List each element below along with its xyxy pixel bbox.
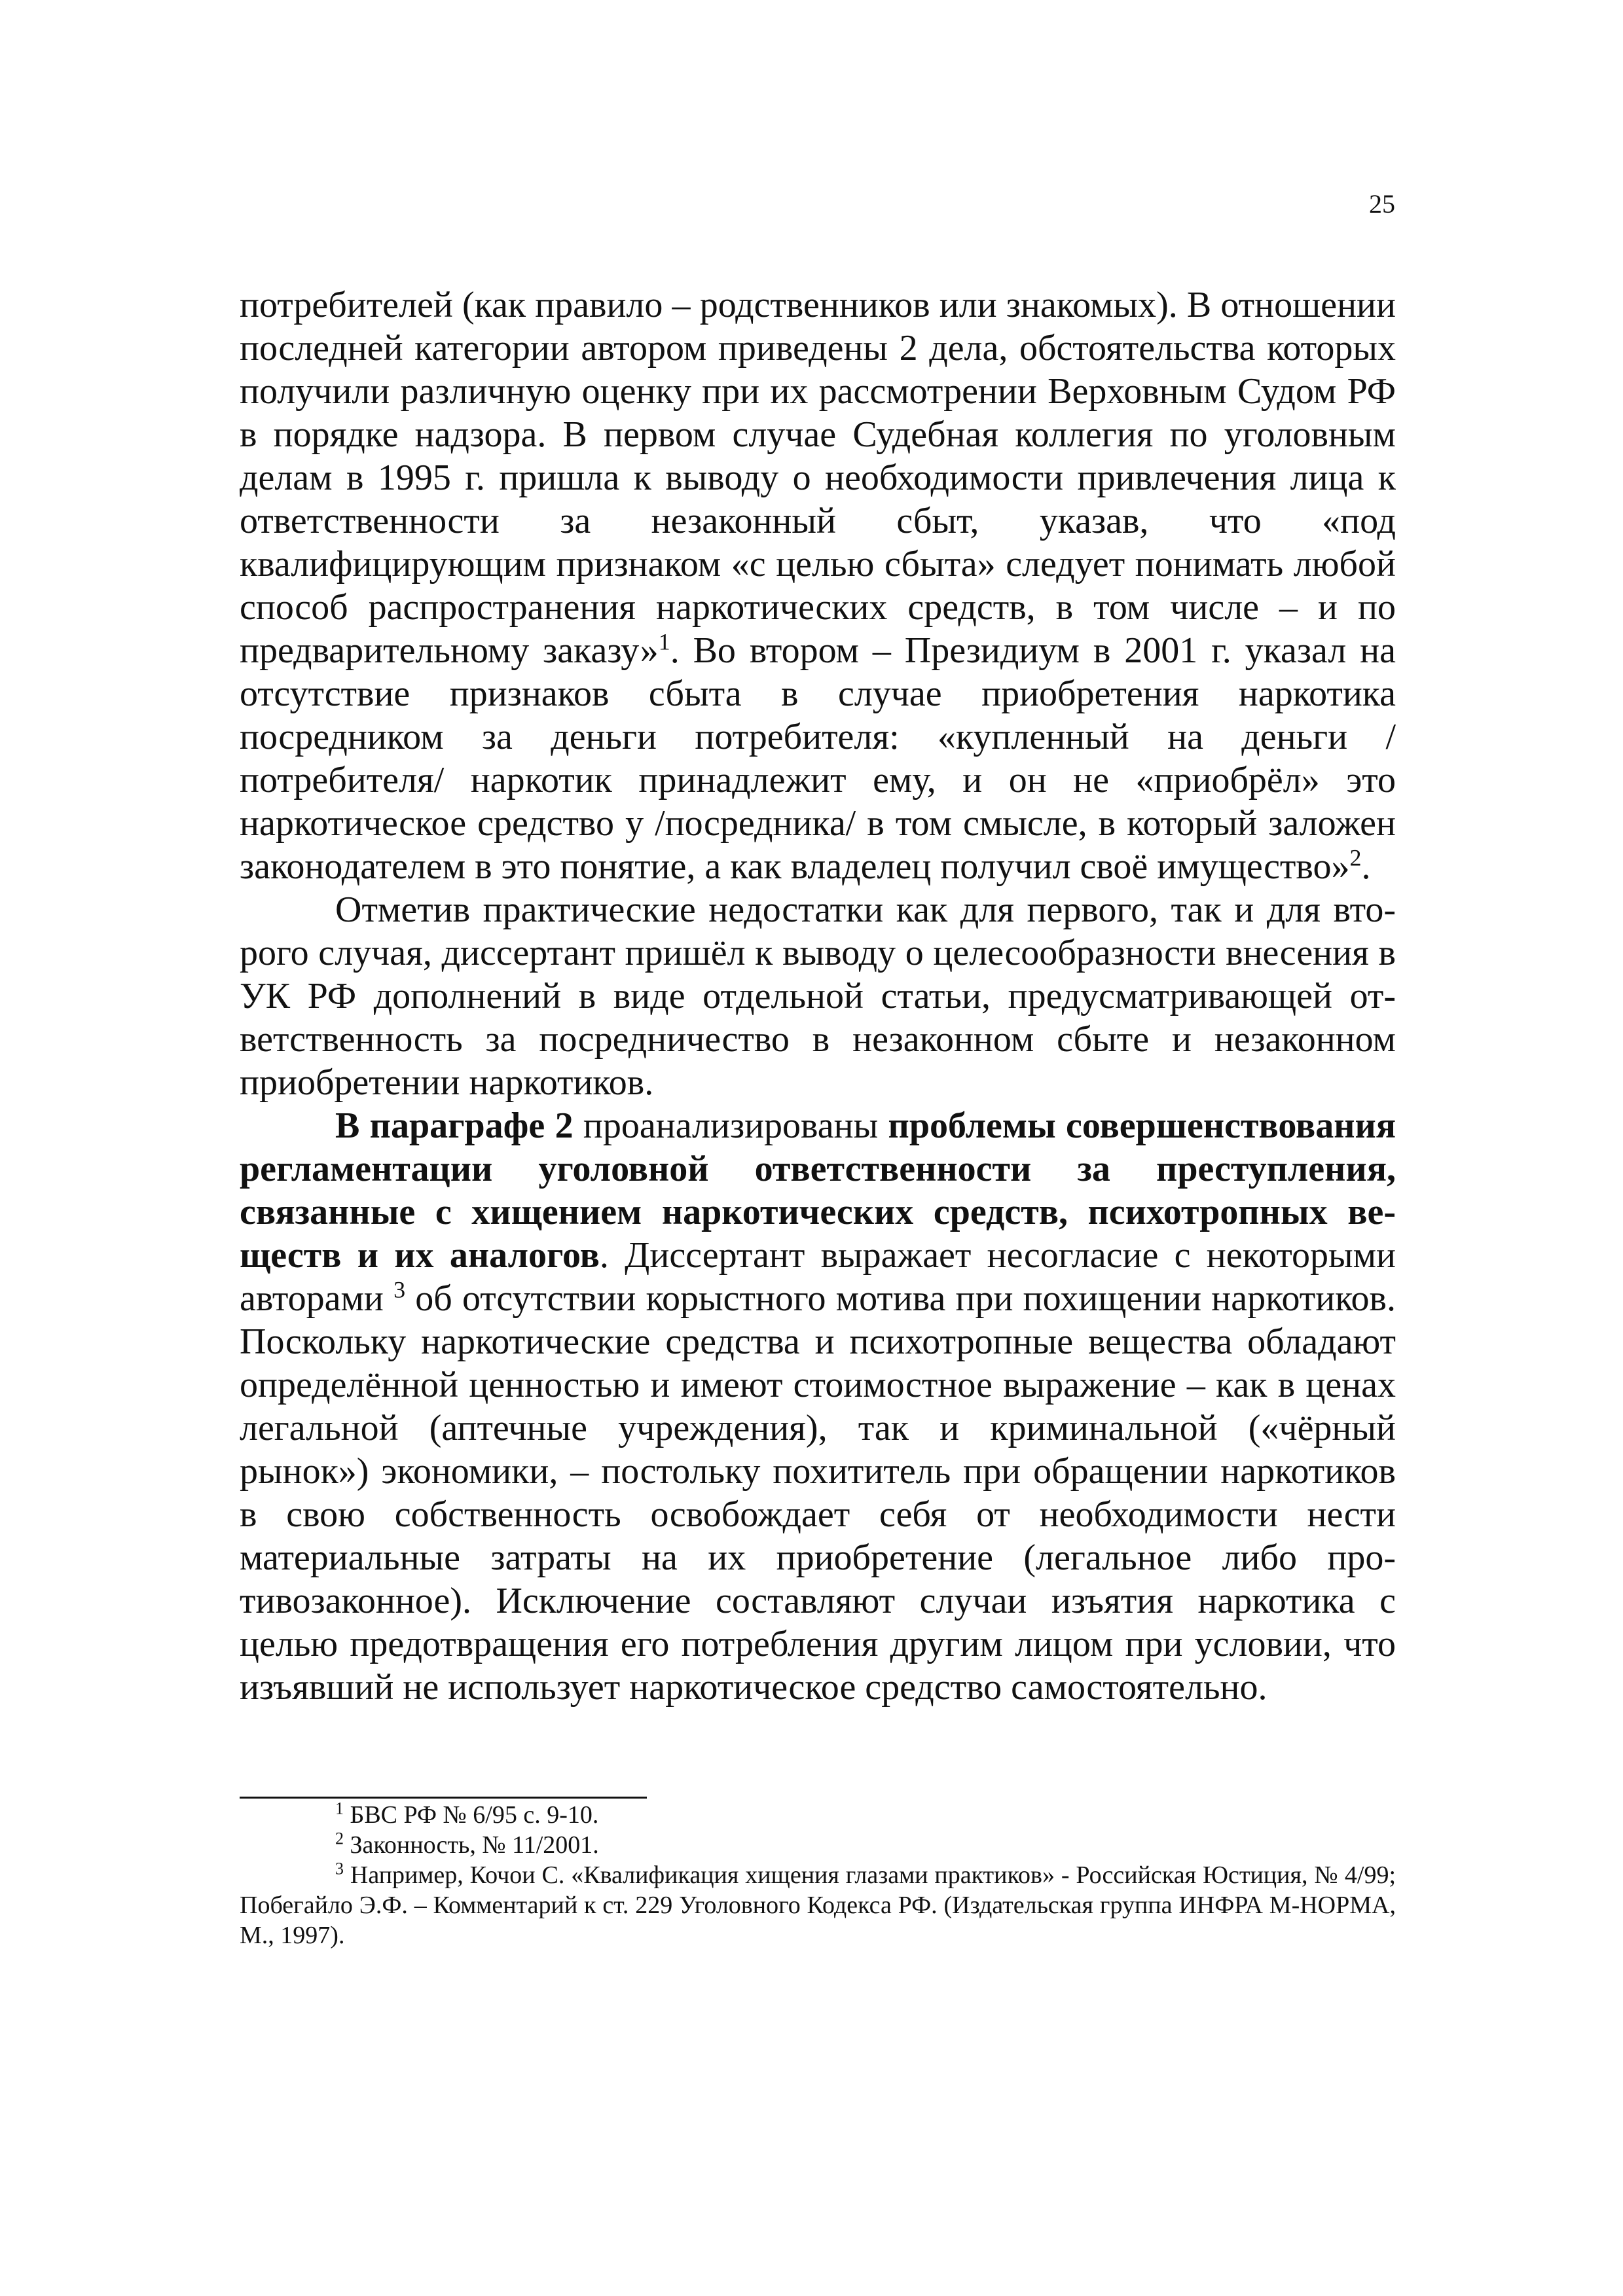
footnote-mark-2: 2 xyxy=(335,1829,344,1848)
footnote-2 xyxy=(240,1830,1396,1860)
footnote-divider xyxy=(240,1797,647,1799)
paragraph-3-bold-lead: В параграфе 2 xyxy=(335,1105,574,1146)
paragraph-1-text-a: потребителей (как правило – родственников или знакомых). В отношении последней категории автором приведены 2 дела, обстоятельства которых получили различную оценку при их рассмотрении Верховным Судом РФ в порядке надзора. В первом случае Судебная коллегия по уголовным делам в 1995 г. пришла к выводу о необходимости привлечения лица к ответственности за незаконный сбыт, указав, что «под квалифицирующим признаком «с целью сбыта» следует понимать любой способ распространения наркотических средств, в том числе – и по предварительному заказу» xyxy=(240,285,1396,671)
footnote-ref-2: 2 xyxy=(1349,844,1362,871)
footnote-3 xyxy=(240,1860,1396,1950)
footnote-ref-3: 3 xyxy=(393,1276,406,1303)
paragraph-1-text-c: . xyxy=(1361,846,1371,887)
paragraph-1 xyxy=(240,283,1396,888)
paragraph-3-text-2: . Диссертант выражает несогласие с некоторыми авторами xyxy=(240,1235,1396,1319)
footnotes xyxy=(240,1800,1396,1950)
paragraph-1-text-b: . Во втором – Президиум в 2001 г. указал на отсутствие признаков сбыта в случае приобретения наркотика посредником за деньги потребителя: «купленный на деньги /потребителя/ наркотик принадлежит ему, и он не «приобрёл» это наркотическое средство у /посредника/ в том смысле, в который заложен законодателем в это понятие, а как владелец получил своё имущество» xyxy=(240,630,1396,887)
footnote-1 xyxy=(240,1800,1396,1830)
footnote-mark-1: 1 xyxy=(335,1799,344,1818)
footnote-text-3: Например, Кочои С. «Квалификация хищения глазами практиков» - Российская Юстиция, № 4/99; Побегайло Э.Ф. – Комментарий к ст. 229 Уголовного Кодекса РФ. (Издательская группа ИНФРА М-НОРМА, М., 1997). xyxy=(240,1861,1396,1949)
footnote-text-1: БВС РФ № 6/95 с. 9-10. xyxy=(344,1801,599,1829)
footnote-text-2: Законность, № 11/2001. xyxy=(344,1831,599,1859)
paragraph-3 xyxy=(240,1104,1396,1709)
page-number: 25 xyxy=(1369,189,1395,219)
body-text xyxy=(240,283,1396,1709)
paragraph-2: Отметив практические недостатки как для первого, так и для второго случая, диссертант пришёл к выводу о целесообразности внесения в УК РФ дополнений в виде отдельной статьи, предусматривающей ответственность за посредничество в незаконном сбыте и незаконном приобретении наркотиков. xyxy=(240,889,1396,1103)
paragraph-3-text-1: проанализированы xyxy=(573,1105,888,1146)
paragraph-3-text-3: об отсутствии корыстного мотива при похищении наркотиков. Поскольку наркотические средства и психотропные вещества обладают определённой ценностью и имеют стоимостное выражение – как в ценах легальной (аптечные учреждения), так и криминальной («чёрный рынок») экономики, – постольку похититель при обращении наркотиков в свою собственность освобождает себя от необходимости нести материальные затраты на их приобретение (легальное либо противозаконное). Исключение составляют случаи изъятия наркотика с целью предотвращения его потребления другим лицом при условии, что изъявший не использует наркотическое средство самостоятельно. xyxy=(240,1278,1396,1708)
paragraph-3-bold-topic: проблемы совершенствования регламентации уголовной ответственности за преступления, связанные с хищением наркотических средств, психотропных веществ и их аналогов xyxy=(240,1105,1396,1276)
footnote-mark-3: 3 xyxy=(335,1859,344,1878)
footnote-ref-1: 1 xyxy=(658,628,670,655)
